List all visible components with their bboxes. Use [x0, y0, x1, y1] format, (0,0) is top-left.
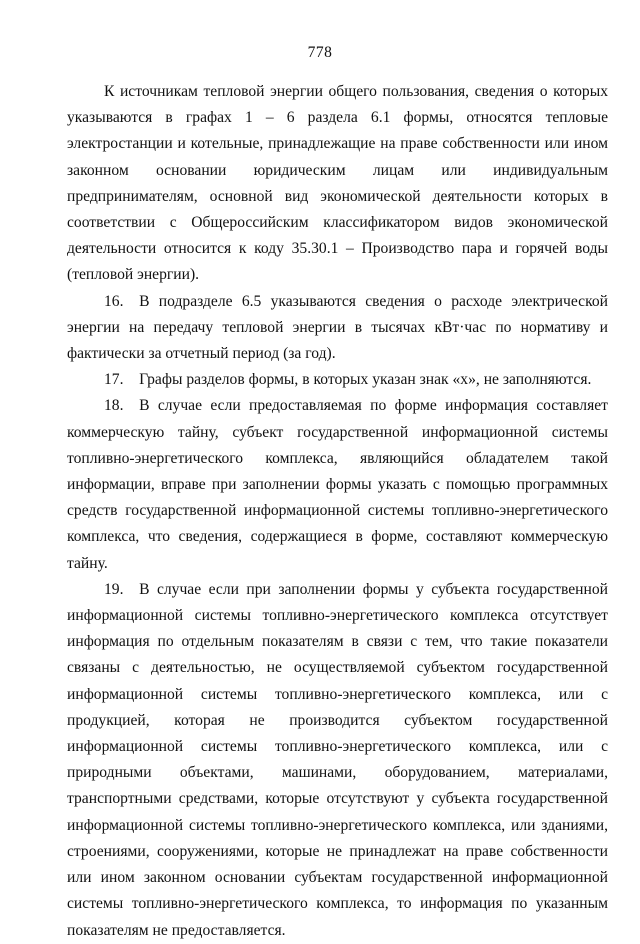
paragraph-18: 18. В случае если предоставляемая по форме информация составляет коммерческую тайну, субъект государственной информационной системы топливно-энергетического комплекса, являющийся обладателем такой информации, вправе при заполнении формы указать с помощью программных средств государственной информационной системы топливно-энергетического комплекса, что сведения, содержащиеся в форме, составляют коммерческую тайну.: [67, 397, 608, 572]
paragraph-16: 16. В подразделе 6.5 указываются сведения о расходе электрической энергии на передачу тепловой энергии в тысячах кВт·час по нормативу и фактически за отчетный период (за год).: [67, 292, 608, 363]
paragraph-heat-sources: К источникам тепловой энергии общего пользования, сведения о которых указываются в графах 1 – 6 раздела 6.1 формы, относятся тепловые электростанции и котельные, принадлежащие на праве собственности или ином законном основании юридическим лицам или индивидуальным предпринимателям, основной вид экономической деятельности которых в соответствии с Общероссийским классификатором видов экономической деятельности относится к коду 35.30.1 – Производство пара и горячей воды (тепловой энергии).: [67, 83, 608, 284]
document-body: [67, 79, 608, 944]
paragraph-19: 19. В случае если при заполнении формы у субъекта государственной информационной системы топливно-энергетического комплекса отсутствует информация по отдельным показателям в связи с тем, что такие показатели связаны с деятельностью, не осуществляемой субъектом государственной информационной системы топливно-энергетического комплекса, или с продукцией, которая не производится субъектом государственной информационной системы топливно-энергетического комплекса, или с природными объектами, машинами, оборудованием, материалами, транспортными средствами, которые отсутствуют у субъекта государственной информационной системы топливно-энергетического комплекса, или зданиями, строениями, сооружениями, которые не принадлежат на праве собственности или ином законном основании субъектам государственной информационной системы топливно-энергетического комплекса, то информация по указанным показателям не предоставляется.: [67, 580, 608, 939]
page-number: 778: [307, 44, 333, 61]
paragraph-17: 17. Графы разделов формы, в которых указан знак «х», не заполняются.: [104, 371, 592, 389]
